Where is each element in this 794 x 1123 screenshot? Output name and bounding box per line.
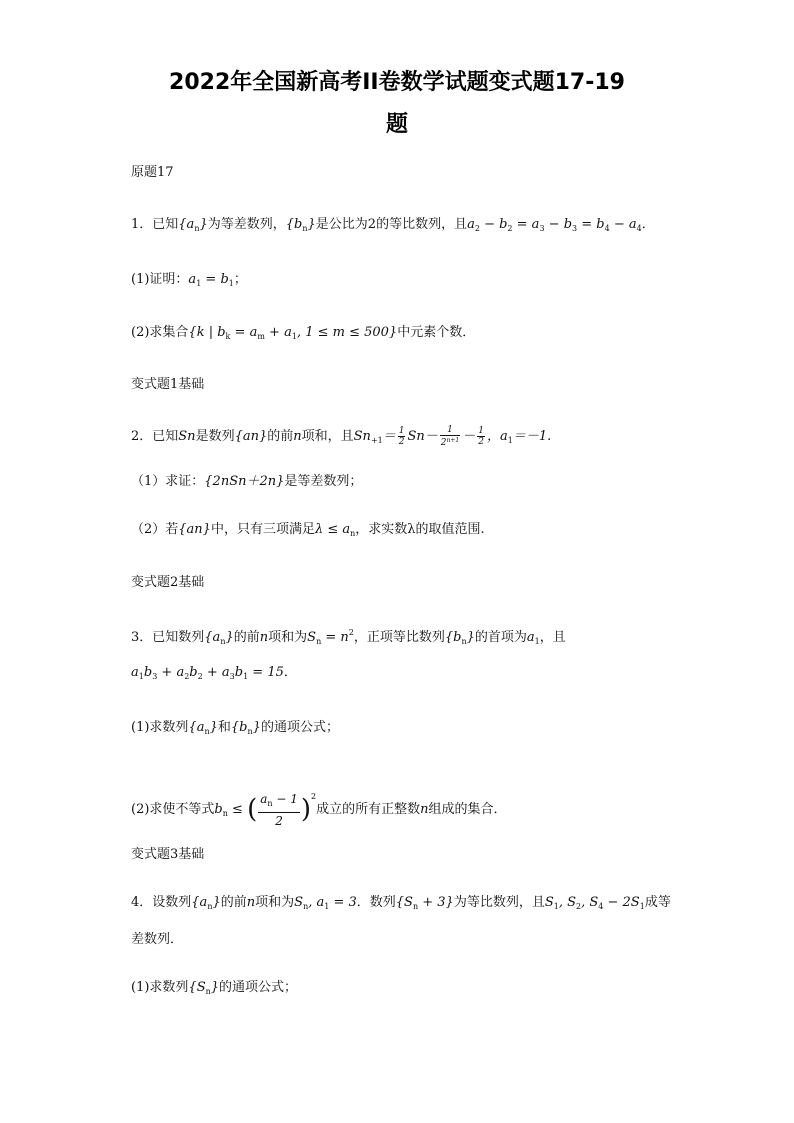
math-expr: $\{S_n\}$: [188, 980, 220, 996]
math-expr: $b_n$ ≤ ( $\frac{a_n - 1}{2}$ )$^2$: [214, 791, 317, 828]
math-expr: $\{a_n\}$: [178, 217, 208, 233]
math-expr: $\{b_n\}$: [444, 630, 475, 646]
math-expr: $\{a_n\}$: [188, 720, 218, 736]
math-expr: $\{a_n\}$: [191, 895, 221, 911]
math-expr: {an}: [178, 522, 211, 537]
math-expr: $\{a_n\}$: [204, 630, 234, 646]
math-expr: $Sn_{+1}=$ $\frac{1}{2}$ Sn－ $\frac{1}{2^{n+1}}$ － $\frac{1}{2}$ ，$a_1=-1$.: [353, 425, 552, 448]
math-expr: {2nSn＋2n}: [204, 474, 285, 489]
math-expr: $a_2 - b_2 = a_3 - b_3 = b_4 - a_4$: [467, 217, 642, 233]
math-expr: $\{b_n\}$: [285, 217, 316, 233]
q1-stem: 1．已知$\{a_n\}$为等差数列，$\{b_n\}$是公比为2的等比数列，且$a_2 - b_2 = a_3 - b_3 = b_4 - a_4$．: [131, 217, 655, 233]
math-expr: {k | $b_k = a_m + a_1$, 1 ≤ m ≤ 500}: [188, 325, 398, 341]
math-expr: $a_1$: [526, 630, 540, 646]
doc-title-line1: 2022年全国新高考II卷数学试题变式题17-19: [169, 70, 625, 95]
q2-part2: （2）若{an}中，只有三项满足$\lambda \le a_n$，求实数λ的取值范围.: [131, 522, 485, 538]
math-expr: Sn: [178, 429, 196, 444]
q4-part1: (1)求数列$\{S_n\}$的通项公式；: [131, 980, 298, 996]
math-expr: {an}: [234, 429, 268, 444]
q3-stem: 3．已知数列$\{a_n\}$的前n项和为$S_n = n^2$，正项等比数列$\{b_n\}$的首项为$a_1$，且: [131, 628, 566, 646]
section-variant-1: 变式题1基础: [131, 377, 205, 392]
q1-part2: (2)求集合{k | $b_k = a_m + a_1$, 1 ≤ m ≤ 500}中元素个数．: [131, 325, 476, 341]
q3-part2: (2)求使不等式$b_n$ ≤ ( $\frac{a_n - 1}{2}$ )$^2$成立的所有正整数n组成的集合．: [131, 791, 507, 828]
math-expr: $S_n$, $a_1 = 3$: [294, 895, 357, 911]
section-variant-2: 变式题2基础: [131, 575, 205, 590]
q2-stem: 2．已知Sn是数列{an}的前n项和，且$Sn_{+1}=$ $\frac{1}{2}$ Sn－ $\frac{1}{2^{n+1}}$ － $\frac{1}{2}$ ，$a_1=-1$.: [131, 425, 552, 448]
math-expr: $\lambda \le a_n$: [314, 522, 356, 538]
doc-title-line2: 题: [385, 112, 408, 137]
math-expr: n: [420, 802, 429, 817]
math-expr: $a_1 = b_1$: [188, 272, 234, 288]
math-expr: $a_1b_3 + a_2b_2 + a_3b_1 = 15$: [131, 665, 284, 681]
math-expr: $\{S_n + 3\}$: [395, 895, 454, 911]
q4-stem: 4．设数列$\{a_n\}$的前n项和为$S_n$, $a_1 = 3$．数列$\{S_n + 3\}$为等比数列，且$S_1$, $S_2$, $S_4 - 2S_1$成等: [131, 895, 671, 911]
section-original-17: 原题17: [131, 165, 174, 180]
section-variant-3: 变式题3基础: [131, 847, 205, 862]
math-expr: $S_1$, $S_2$, $S_4 - 2S_1$: [544, 895, 645, 911]
q3-stem-cont: $a_1b_3 + a_2b_2 + a_3b_1 = 15$．: [131, 665, 297, 681]
math-expr: $S_n = n^2$: [307, 628, 354, 646]
q1-part1: (1)证明：$a_1 = b_1$；: [131, 272, 247, 288]
math-expr: n: [259, 630, 269, 645]
math-expr: n: [246, 895, 256, 910]
math-expr: n: [293, 429, 302, 444]
q3-part1: (1)求数列$\{a_n\}$和$\{b_n\}$的通项公式；: [131, 720, 339, 736]
q2-part1: （1）求证：{2nSn＋2n}是等差数列；: [131, 474, 363, 489]
q4-stem-cont: 差数列．: [131, 932, 184, 947]
math-expr: $\{b_n\}$: [230, 720, 261, 736]
